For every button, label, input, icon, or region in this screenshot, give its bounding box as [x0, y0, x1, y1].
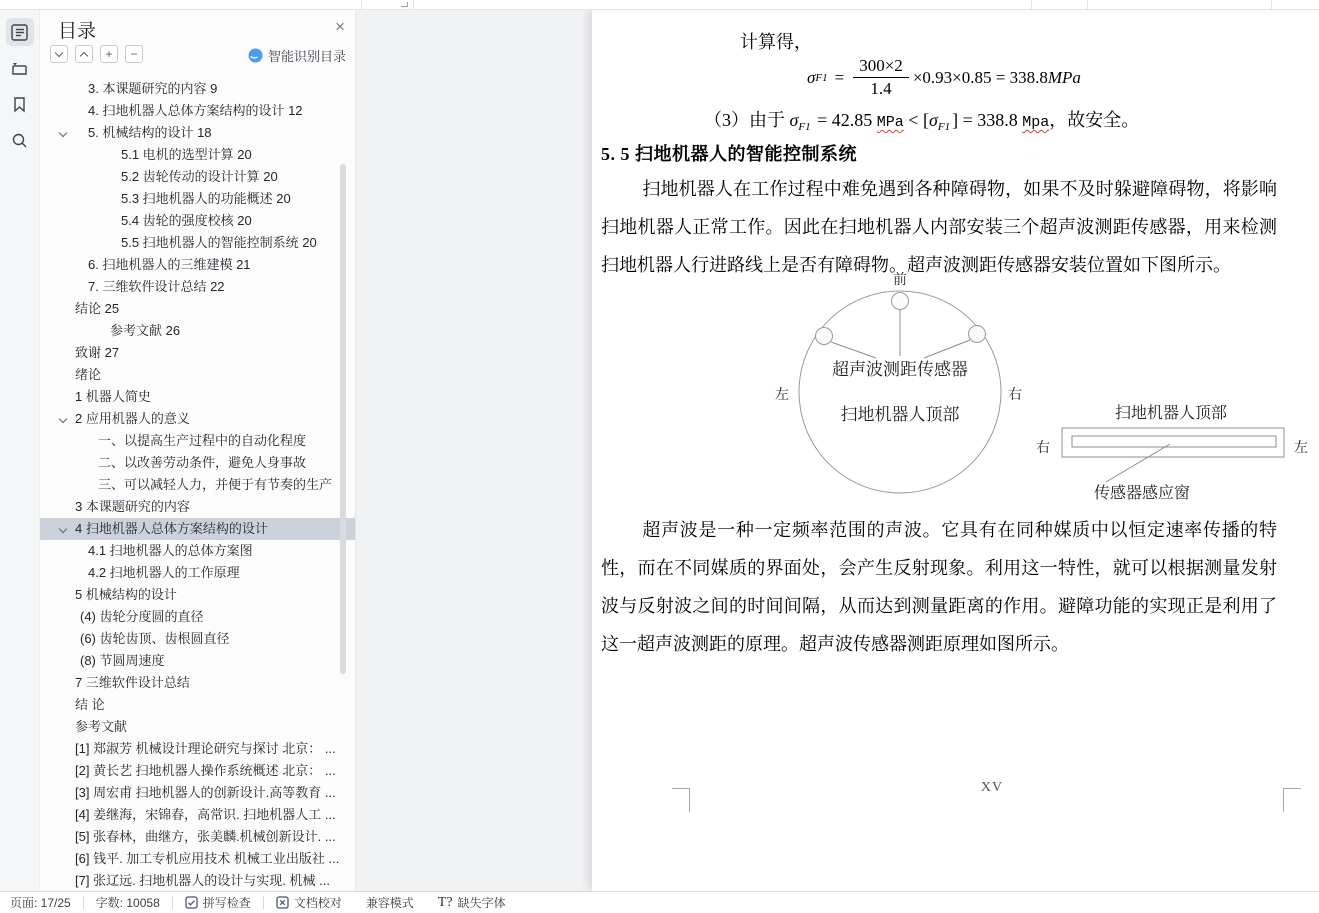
collapse-all-icon[interactable]: [50, 45, 68, 63]
missing-font-indicator[interactable]: [426, 894, 518, 911]
toc-item-label: 一、以提高生产过程中的自动化程度: [98, 433, 307, 448]
toolbar-separator: [1087, 0, 1088, 9]
document-workspace: [356, 10, 1319, 891]
toc-scrollbar[interactable]: [340, 164, 346, 674]
toc-item[interactable]: [40, 540, 355, 562]
toc-item[interactable]: [40, 232, 355, 254]
status-word-count[interactable]: [84, 894, 172, 911]
search-icon[interactable]: [6, 126, 34, 154]
compatibility-label: 兼容模式: [365, 896, 414, 910]
toc-item[interactable]: [40, 100, 355, 122]
safety-text: < [: [903, 110, 929, 130]
status-words-label: 字数: 10058: [95, 896, 160, 910]
toc-item[interactable]: [40, 782, 355, 804]
sensor-window-label: 传感器感应窗: [1093, 485, 1191, 502]
toc-list: [40, 78, 355, 891]
toc-item[interactable]: [40, 716, 355, 738]
toc-item-label: [6] 钱平. 加工专机应用技术 机械工业出版社 ...: [75, 851, 340, 866]
toc-item-label: 5.1 电机的选型计算 20: [121, 147, 252, 162]
paragraph-sensors-install: 扫地机器人在工作过程中难免遇到各种障碍物，如果不及时躲避障碍物，将影响扫地机器人正常工作。因此在扫地机器人内部安装三个超声波测距传感器，用来检测扫地机器人行进路线上是否有障碍物。超声波测距传感器安装位置如下图所示。: [601, 179, 1277, 275]
toc-item-label: [2] 黄长艺 扫地机器人操作系统概述 北京： ...: [75, 763, 336, 778]
sensor-dot-top: [892, 293, 909, 310]
toc-item-label: 6. 扫地机器人的三维建模 21: [88, 257, 251, 272]
toc-item[interactable]: [40, 584, 355, 606]
toc-item-label: (8) 节圆周速度: [80, 653, 165, 668]
toc-item[interactable]: [40, 78, 355, 100]
missing-font-label: 缺失字体: [457, 896, 506, 910]
toc-outline-icon[interactable]: [6, 18, 34, 46]
toc-item-label: 4.1 扫地机器人的总体方案图: [88, 543, 253, 558]
toolbar-bottom-strip: [0, 0, 1319, 10]
chevron-down-icon[interactable]: [59, 525, 67, 533]
unit-mpa-misspelled: MPa: [876, 114, 904, 131]
toc-item[interactable]: [40, 628, 355, 650]
toc-item-label: 5.3 扫地机器人的功能概述 20: [121, 191, 291, 206]
ai-sphere-icon: [248, 48, 263, 63]
sigma-subscript: F1: [815, 71, 828, 84]
safety-text: ] = 338.8: [952, 110, 1023, 130]
bookmark-icon[interactable]: [6, 90, 34, 118]
sigma-symbol: σ: [807, 67, 816, 87]
proofread-box-icon: [276, 896, 289, 909]
toc-item-label: 3. 本课题研究的内容 9: [88, 81, 218, 96]
toc-panel-title: 目录: [58, 21, 97, 42]
missing-font-T?-icon: T?: [437, 894, 453, 910]
toc-item[interactable]: [40, 122, 355, 144]
toc-item-label: 5.5 扫地机器人的智能控制系统 20: [121, 235, 317, 250]
toc-item-label: 绪论: [75, 367, 102, 382]
toc-item-label: 1 机器人简史: [75, 389, 151, 404]
toc-item[interactable]: [40, 804, 355, 826]
page-number: XV: [980, 780, 1004, 795]
chapter-flag-icon[interactable]: [6, 54, 34, 82]
toc-item[interactable]: [40, 848, 355, 870]
side-left-label: 左: [1294, 441, 1308, 456]
toc-item[interactable]: [40, 606, 355, 628]
status-bar: [0, 891, 1319, 913]
side-view-top-label: 扫地机器人顶部: [1114, 405, 1228, 422]
margin-corner-mark-left: [672, 788, 690, 812]
section-heading-5-5: 5. 5 扫地机器人的智能控制系统: [601, 144, 857, 164]
toc-item[interactable]: [40, 826, 355, 848]
toc-item-label: 5.4 齿轮的强度校核 20: [121, 213, 252, 228]
paragraph-ultrasonic-principle: 超声波是一种一定频率范围的声波。它具有在同种媒质中以恒定速率传播的特性，而在不同媒质的界面处，会产生反射现象。利用这一特性，就可以根据测量发射波与反射波之间的时间间隔，从而达到测量距离的作用。避障功能的实现正是利用了这一超声波测距的原理。超声波传感器测距原理如图所示。: [601, 520, 1277, 654]
toc-item-label: [1] 郑淑芳 机械设计理论研究与探讨 北京： ...: [75, 741, 336, 756]
toc-item-label: 5.2 齿轮传动的设计计算 20: [121, 169, 278, 184]
toc-item[interactable]: [40, 518, 355, 540]
toc-toolbar: [50, 45, 143, 63]
toc-item-label: [5] 张春林，曲继方，张美麟.机械创新设计. ...: [75, 829, 336, 844]
toc-item[interactable]: [40, 474, 355, 496]
toc-item-label: (4) 齿轮分度圆的直径: [80, 609, 204, 624]
toc-item[interactable]: [40, 430, 355, 452]
spellcheck-label: 拼写检查: [202, 896, 251, 910]
chevron-down-icon[interactable]: [59, 415, 67, 423]
toc-item-label: 二、以改善劳动条件，避免人身事故: [98, 455, 307, 470]
spellcheck-toggle[interactable]: [173, 894, 263, 911]
safety-text: = 42.85: [812, 110, 877, 130]
toc-item[interactable]: [40, 650, 355, 672]
toc-item-label: 三、可以减轻人力，并便于有节奏的生产: [98, 477, 333, 492]
toc-item[interactable]: [40, 210, 355, 232]
toc-item-label: 参考文献: [75, 719, 128, 734]
right-label: 右: [1008, 388, 1022, 403]
status-page-label: 页面: 17/25: [10, 896, 71, 910]
smart-toc-button[interactable]: [248, 46, 346, 65]
toc-item[interactable]: [40, 144, 355, 166]
stress-formula: [807, 56, 1081, 99]
toc-item-label: 7 三维软件设计总结: [75, 675, 190, 690]
toc-item-label: (6) 齿轮齿顶、齿根圆直径: [80, 631, 230, 646]
sensor-placement-diagram: [742, 268, 1312, 508]
collapse-minus-icon[interactable]: −: [125, 45, 143, 63]
toc-item[interactable]: [40, 320, 355, 342]
left-icon-rail: [0, 10, 40, 891]
safety-text: （3）由于: [704, 110, 790, 130]
formula-unit: MPa: [1047, 67, 1081, 87]
toc-item-label: 2 应用机器人的意义: [75, 411, 190, 426]
calc-intro-line: 计算得，: [740, 32, 812, 52]
toc-item-label: 5. 机械结构的设计 18: [88, 125, 212, 140]
sigma-subscript: F1: [798, 121, 811, 133]
toolbar-separator: [413, 0, 414, 9]
sigma-symbol: σ: [789, 110, 799, 130]
toc-item[interactable]: [40, 760, 355, 782]
toc-item-label: 致谢 27: [75, 345, 120, 360]
proofread-toggle[interactable]: [264, 894, 354, 911]
toc-item[interactable]: [40, 254, 355, 276]
smart-toc-label: 智能识别目录: [267, 49, 346, 64]
toc-item[interactable]: [40, 672, 355, 694]
document-page[interactable]: [592, 10, 1319, 891]
toc-item[interactable]: [40, 298, 355, 320]
toc-item[interactable]: [40, 496, 355, 518]
unit-mpa-misspelled: Mpa: [1022, 114, 1050, 131]
toolbar-separator: [1031, 0, 1032, 9]
toc-item[interactable]: [40, 408, 355, 430]
toc-item-label: 4.2 扫地机器人的工作原理: [88, 565, 240, 580]
toc-item[interactable]: [40, 738, 355, 760]
toc-item-label: 参考文献 26: [110, 323, 181, 338]
toc-item-label: 5 机械结构的设计: [75, 587, 177, 602]
fraction-denominator: 1.4: [870, 79, 892, 98]
toc-item-label: 4 扫地机器人总体方案结构的设计: [75, 521, 268, 536]
spellcheck-checkbox-icon: [185, 896, 198, 909]
toc-item-label: 7. 三维软件设计总结 22: [88, 279, 225, 294]
side-right-label: 右: [1036, 441, 1050, 456]
fraction: [853, 56, 909, 99]
toc-item[interactable]: [40, 342, 355, 364]
close-icon[interactable]: ×: [335, 17, 345, 36]
toc-item-label: 结 论: [75, 697, 105, 712]
expand-plus-icon[interactable]: +: [100, 45, 118, 63]
sensor-dot-left: [816, 328, 833, 345]
toc-item[interactable]: [40, 386, 355, 408]
equals-sign: =: [834, 67, 845, 87]
chevron-down-icon[interactable]: [59, 129, 67, 137]
safety-conclusion-line: [704, 106, 1139, 133]
safety-text: ，故安全。: [1049, 110, 1140, 130]
sensor-dot-right: [969, 326, 986, 343]
compatibility-mode[interactable]: [354, 894, 426, 911]
toc-item-label: [3] 周宏甫 扫地机器人的创新设计.高等教育 ...: [75, 785, 336, 800]
front-label: 前: [893, 273, 907, 288]
robot-top-label: 扫地机器人顶部: [840, 405, 960, 424]
expand-all-icon[interactable]: [75, 45, 93, 63]
status-page-indicator[interactable]: [10, 894, 83, 911]
ruler-corner-mark: [401, 2, 408, 7]
fraction-numerator: 300×2: [853, 56, 909, 78]
toc-item-label: 3 本课题研究的内容: [75, 499, 190, 514]
toc-item[interactable]: [40, 452, 355, 474]
toc-item[interactable]: [40, 166, 355, 188]
sigma-symbol: σ: [928, 110, 938, 130]
toolbar-separator: [361, 0, 362, 9]
sigma-subscript: F1: [937, 121, 951, 133]
toc-item[interactable]: [40, 276, 355, 298]
toc-item-label: 4. 扫地机器人总体方案结构的设计 12: [88, 103, 303, 118]
formula-tail: ×0.93×0.85 = 338.8: [912, 67, 1048, 87]
toc-item-label: [4] 姜继海，宋锦春，高常识. 扫地机器人工 ...: [75, 807, 336, 822]
toolbar-separator: [1271, 0, 1272, 9]
toc-item-label: [7] 张辽远. 扫地机器人的设计与实现. 机械 ...: [75, 873, 330, 888]
toc-item[interactable]: [40, 694, 355, 716]
toc-item[interactable]: [40, 188, 355, 210]
margin-corner-mark-right: [1283, 788, 1301, 812]
toc-item[interactable]: [40, 562, 355, 584]
toc-item-label: 结论 25: [75, 301, 120, 316]
left-label: 左: [775, 388, 789, 403]
proofread-label: 文档校对: [293, 896, 342, 910]
toc-item[interactable]: [40, 364, 355, 386]
toc-item[interactable]: [40, 870, 355, 891]
ultrasonic-sensor-label: 超声波测距传感器: [832, 360, 968, 379]
toc-panel: [40, 10, 356, 891]
